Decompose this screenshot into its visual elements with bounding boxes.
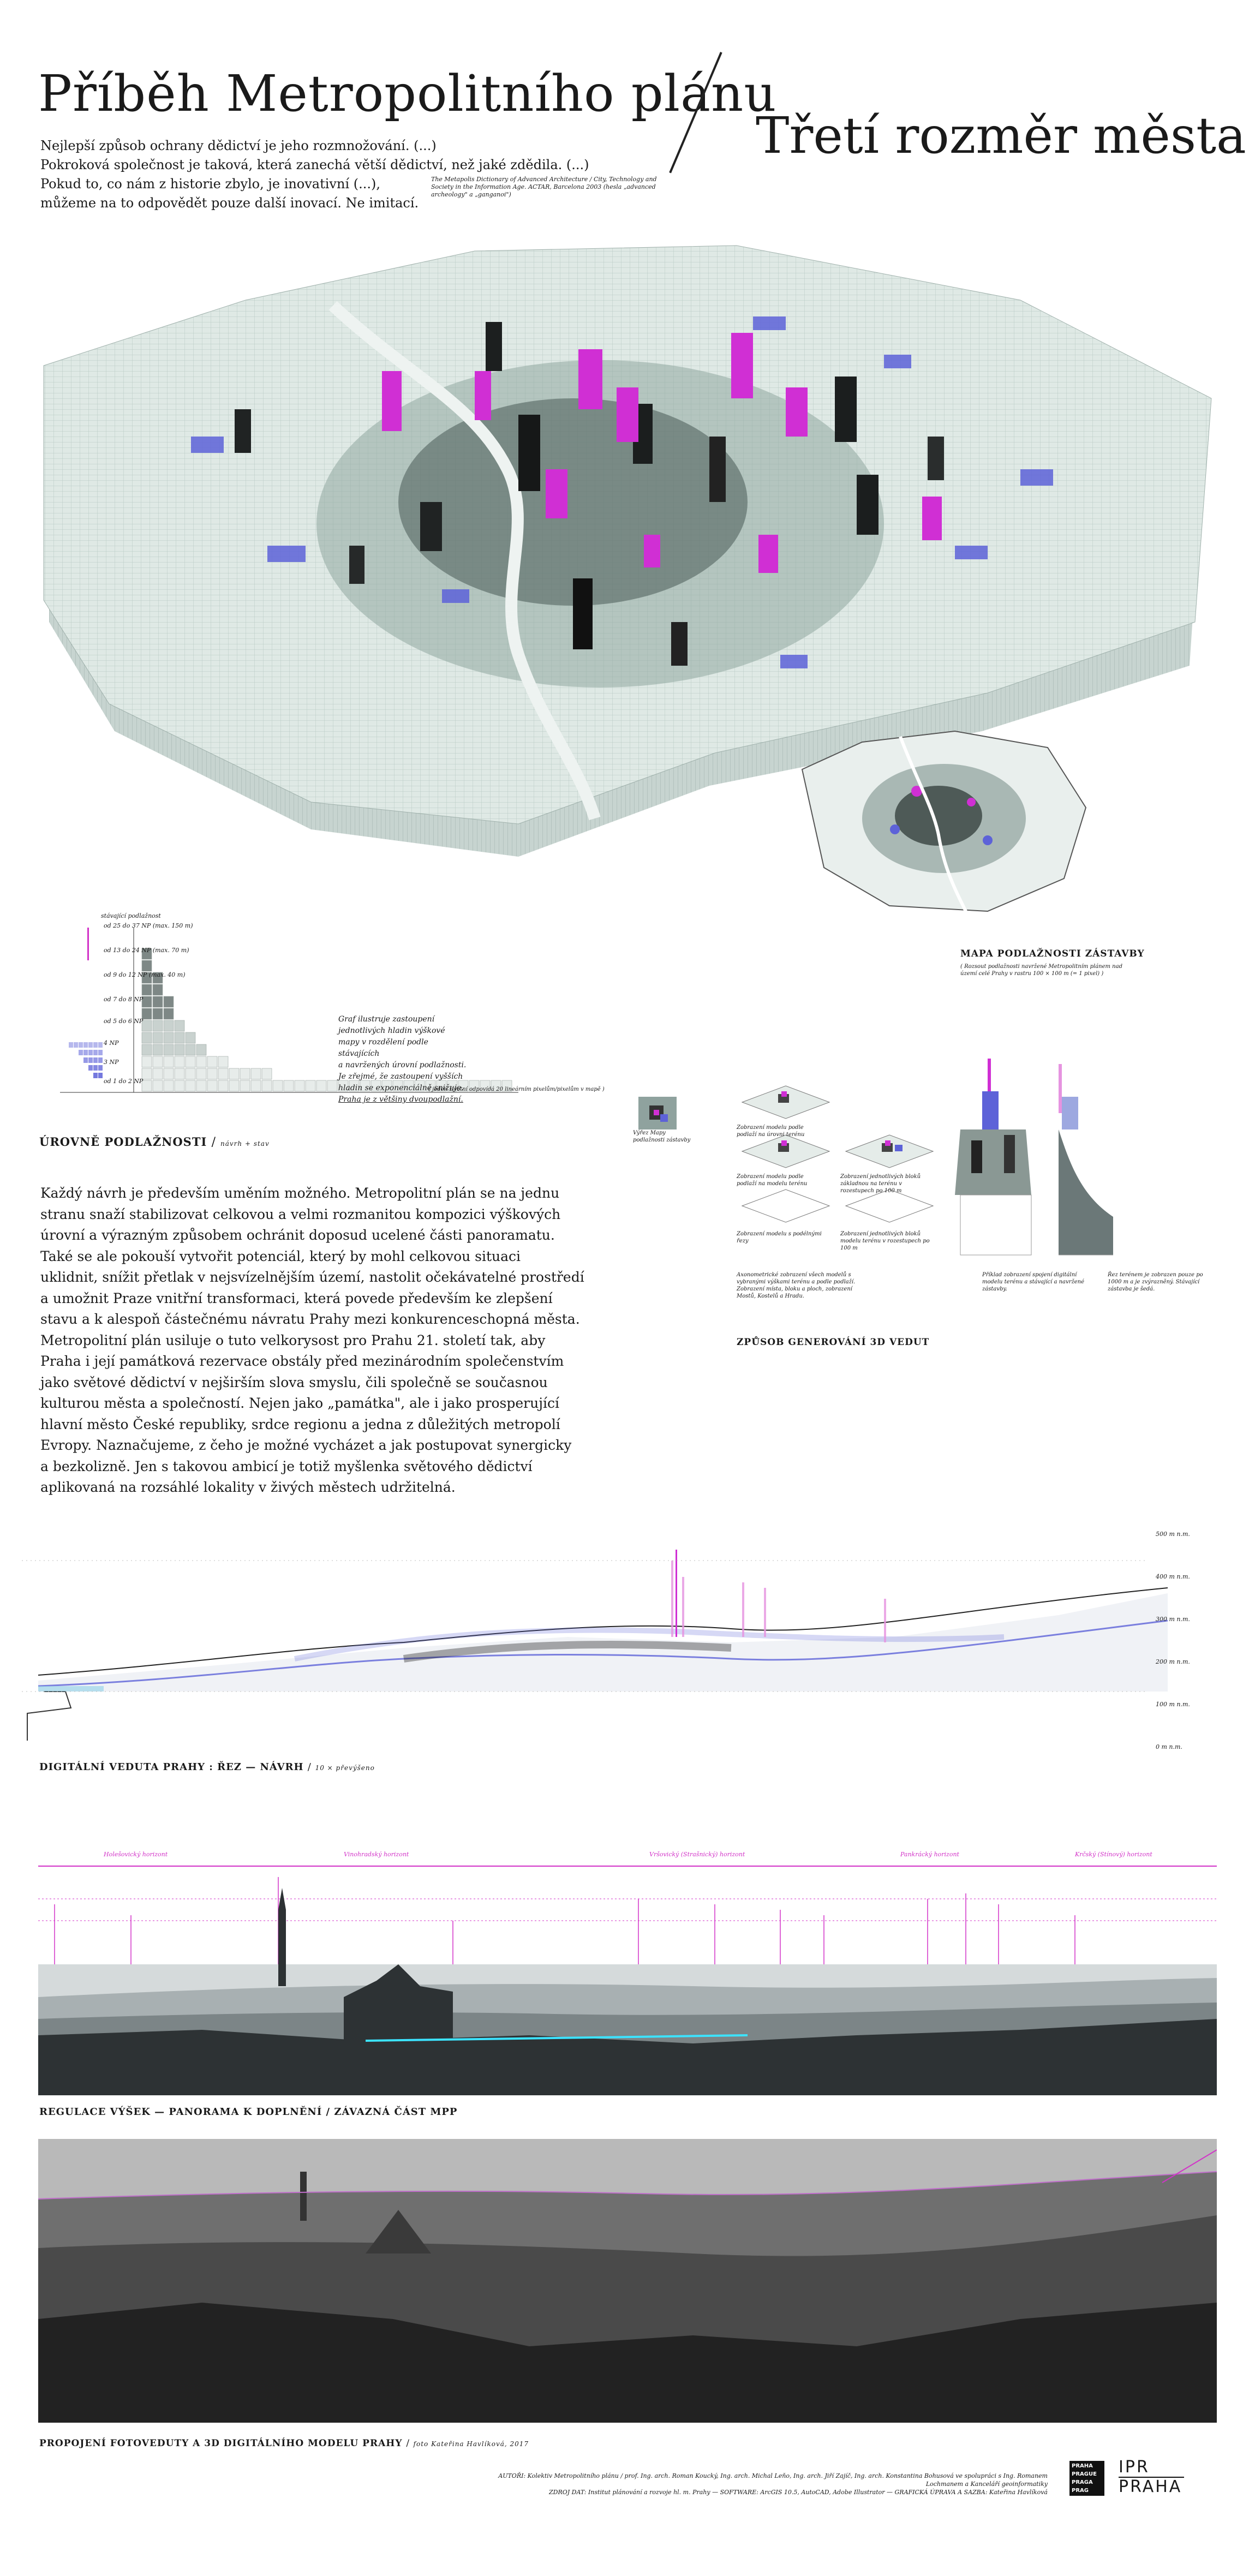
method-caption: Příklad zobrazení spojení digitální modelu terénu a stávající a navržené zástavby. (982, 1272, 1084, 1292)
levels-cell (98, 1057, 103, 1063)
level-label: od 9 do 12 NP (max. 40 m) (104, 971, 186, 978)
levels-label-sub: návrh + stav (220, 1140, 270, 1147)
levels-cell (69, 1042, 73, 1048)
levels-label: ÚROVNĚ PODLAŽNOSTI / návrh + stav (39, 1135, 270, 1149)
photo-label: PROPOJENÍ FOTOVEDUTY A 3D DIGITÁLNÍHO MODELU PRAHY / foto Kateřina Havlíková, 2017 (39, 2438, 529, 2449)
method-caption: Řez terénem je zobrazen pouze po 1000 m a je zvýrazněný. Stávající zástavba je šedá. (1108, 1272, 1203, 1292)
levels-cell (142, 996, 152, 1007)
body-line: Metropolitní plán usiluje o tuto velkorysost pro Prahu 21. století tak, aby (40, 1332, 546, 1348)
horizon-label: Krčský (Stínový) horizont (1075, 1851, 1152, 1858)
levels-cell (186, 1056, 195, 1067)
levels-cell (153, 1080, 163, 1091)
note-line: Je zřejmé, že zastoupení vyšších (338, 1072, 463, 1081)
level-label: od 5 do 6 NP (104, 1018, 144, 1025)
levels-cell (196, 1068, 206, 1079)
levels-cell (153, 1020, 163, 1031)
levels-cell (295, 1080, 304, 1091)
veduta-label-sub: 10 × převýšeno (315, 1764, 375, 1772)
levels-cell (284, 1080, 294, 1091)
levels-cell (153, 996, 163, 1007)
note-line: Graf ilustruje zastoupení (338, 1015, 435, 1024)
horizon-label: Holešovický horizont (104, 1851, 168, 1858)
praha-logo-line: PRAG (1072, 2488, 1089, 2494)
levels-cell (142, 1008, 152, 1019)
intro-line: Pokud to, co nám z historie zbylo, je inovativní (...), (40, 176, 380, 192)
levels-cell (175, 1068, 184, 1079)
axis-tick: 400 m n.m. (1156, 1573, 1190, 1580)
levels-cell (196, 1080, 206, 1091)
photo-label-text: PROPOJENÍ FOTOVEDUTY A 3D DIGITÁLNÍHO MODELU PRAHY (39, 2438, 403, 2449)
levels-cell (262, 1068, 272, 1079)
method-pixel-crop (638, 1097, 677, 1129)
axis-tick: 500 m n.m. (1156, 1531, 1190, 1538)
veduta-label: DIGITÁLNÍ VEDUTA PRAHY : ŘEZ — NÁVRH / 10 × převýšeno (39, 1761, 375, 1773)
levels-cell (316, 1080, 326, 1091)
levels-cell (273, 1080, 283, 1091)
body-line: Praha i její památková rezervace obstály před mezinárodním společenstvím (40, 1353, 564, 1369)
method-diagrams (633, 1053, 1190, 1337)
axis-tick: 100 m n.m. (1156, 1701, 1190, 1708)
levels-cell (218, 1080, 228, 1091)
intro-line: můžeme na to odpovědět pouze další inovací. Ne imitací. (40, 195, 419, 211)
body-line: aplikovaná na rozsáhlé lokality v živých městech udržitelná. (40, 1479, 456, 1495)
levels-label-text: ÚROVNĚ PODLAŽNOSTI (39, 1135, 207, 1149)
density-map-caption: ( Rozsout podlažnosti navržené Metropolitním plánem nad území celé Prahy v rastru 100 × 100 m (= 1 pixel) ) (960, 964, 1122, 977)
levels-cell (164, 1080, 174, 1091)
levels-cell (83, 1050, 88, 1055)
page-title-right: Třetí rozměr města (756, 106, 1246, 165)
levels-cell (98, 1042, 103, 1048)
method-caption: Zobrazení modelu podle podlaží na modelu terénu (737, 1174, 808, 1187)
photo-panorama (38, 2139, 1217, 2423)
note-line: a navržených úrovní podlažnosti. (338, 1061, 467, 1069)
levels-cell (251, 1068, 261, 1079)
intro-quote (40, 136, 722, 213)
body-line: úrovní a výrazným způsobem ochránit doposud ucelené části panoramatu. (40, 1227, 555, 1243)
ipr-logo-top: IPR (1119, 2458, 1150, 2477)
praha-logo (1069, 2461, 1104, 2496)
praha-logo-line: PRAGA (1072, 2479, 1093, 2485)
levels-cell (153, 1008, 163, 1019)
intro-source: The Metapolis Dictionary of Advanced Architecture / City, Technology and Society in the Information Age. ACTAR, Barcelona 2003 (hesla „advanced archeology" a „ganganoi") (431, 176, 657, 198)
note-line: jednotlivých hladin výškové (338, 1026, 445, 1035)
levels-cell (164, 1056, 174, 1067)
body-line: stranu snaží stabilizovat celkovou a velmi rozmanitou kompozici výškových (40, 1206, 561, 1222)
intro-line: Nejlepší způsob ochrany dědictví je jeho rozmnožování. (...) (40, 138, 437, 153)
levels-cell (175, 1080, 184, 1091)
method-caption: Zobrazení modelu s podélnými řezy (737, 1231, 822, 1244)
levels-cell (88, 1042, 93, 1048)
levels-cell (164, 996, 174, 1007)
levels-cell (240, 1068, 250, 1079)
levels-cell (207, 1080, 217, 1091)
method-caption: Axonometrické zobrazení všech modelů s vybranými výškami terénu a podle podlaží. Zobrazení místa, bloku a ploch, zobrazení Mostů, Kostelů a Hradu. (737, 1272, 856, 1299)
note-line: hladin se exponenciálně snižuje. (338, 1084, 464, 1092)
levels-cell (142, 1068, 152, 1079)
method-caption: Výřez Mapy podlažnosti zástavby (633, 1130, 691, 1143)
levels-cell (74, 1042, 78, 1048)
levels-cell (98, 1065, 103, 1071)
levels-cell (142, 1056, 152, 1067)
levels-cell (207, 1056, 217, 1067)
body-line: Také se ale pokouší vytvořit potenciál, který by mohl celkovou situaci (40, 1248, 521, 1264)
axis-tick: 300 m n.m. (1156, 1616, 1190, 1623)
levels-cell (98, 1073, 103, 1078)
levels-cell (175, 1044, 184, 1055)
regulation-panorama (38, 1855, 1217, 2095)
levels-cell (153, 1044, 163, 1055)
levels-cell (218, 1056, 228, 1067)
method-caption: Zobrazení jednotlivých bloků modelu terénu v rozestupech po 100 m (840, 1231, 930, 1251)
credits-line: ZDROJ DAT: Institut plánování a rozvoje hl. m. Prahy — SOFTWARE: ArcGIS 10.5, AutoCAD, Adobe Illustrator — GRAFICKÁ ÚPRAVA A SAZBA: Kateřina Havlíková (548, 2489, 1048, 2496)
axis-tick: 200 m n.m. (1156, 1658, 1190, 1665)
levels-cell (142, 1032, 152, 1043)
levels-cell (164, 1068, 174, 1079)
levels-cell (83, 1057, 88, 1063)
levels-cell (186, 1080, 195, 1091)
credits (469, 2472, 1048, 2496)
levels-cell (98, 1050, 103, 1055)
levels-cell (186, 1044, 195, 1055)
levels-cell (262, 1080, 272, 1091)
levels-y-title: stávající podlažnost (101, 912, 161, 919)
method-section-curve (1059, 1064, 1113, 1255)
levels-caption: ( jeden životní odpovídá 20 lineárním pixelům/pixelům v mapě ) (428, 1086, 605, 1092)
method-section-model (955, 1059, 1031, 1255)
horizon-label: Pankrácký horizont (900, 1851, 959, 1858)
levels-cell (79, 1050, 83, 1055)
level-label: 3 NP (104, 1059, 119, 1066)
body-line: jako světové dědictví v nejširším slova smyslu, čili společně se současnou (40, 1374, 548, 1390)
body-line: Evropy. Naznačujeme, z čeho je možné vycházet a jak postupovat synergicky (40, 1437, 572, 1453)
horizon-label: Vršovický (Strašnický) horizont (649, 1851, 745, 1858)
page-title-left: Příběh Metropolitního plánu (38, 64, 777, 123)
levels-cell (196, 1056, 206, 1067)
method-caption: Zobrazení modelu podle podlaží na úrovni terénu (737, 1125, 805, 1138)
levels-cell (175, 1056, 184, 1067)
levels-cell (229, 1080, 239, 1091)
levels-cell (79, 1042, 83, 1048)
body-text (40, 1183, 586, 1498)
levels-cell (207, 1068, 217, 1079)
ipr-logo (1119, 2458, 1184, 2496)
body-line: kulturou města a společností. Nejen jako „památka", ale i jako prosperující (40, 1395, 559, 1411)
level-label: 4 NP (104, 1039, 119, 1047)
levels-cell (229, 1068, 239, 1079)
method-caption: Zobrazení jednotlivých bloků základnou na terénu v rozestupech po 100 m (840, 1174, 921, 1194)
levels-cell (93, 1042, 98, 1048)
levels-cell (218, 1068, 228, 1079)
density-map-label: MAPA PODLAŽNOSTI ZÁSTAVBY (960, 948, 1145, 959)
levels-cell (196, 1044, 206, 1055)
levels-cell (142, 1044, 152, 1055)
body-line: uklidnit, snížit přetlak v nejsvízelnějším území, nastolit očekávatelné prostředí (40, 1269, 584, 1285)
levels-cell (175, 1020, 184, 1031)
levels-pink-bar (87, 928, 89, 960)
levels-cell (83, 1042, 88, 1048)
horizon-label: Vinohradský horizont (344, 1851, 409, 1858)
method-label: ZPŮSOB GENEROVÁNÍ 3D VEDUT (737, 1337, 930, 1348)
level-label: od 1 do 2 NP (104, 1078, 144, 1085)
levels-cell (164, 1020, 174, 1031)
levels-cell (153, 1068, 163, 1079)
note-line: Praha je z většiny dvoupodlažní. (338, 1095, 463, 1104)
praha-logo-line: PRAHA (1072, 2463, 1093, 2469)
levels-cell (142, 1020, 152, 1031)
levels-cell (186, 1032, 195, 1043)
levels-cell (327, 1080, 337, 1091)
veduta-label-text: DIGITÁLNÍ VEDUTA PRAHY : ŘEZ — NÁVRH (39, 1761, 304, 1773)
ipr-logo-bottom: PRAHA (1119, 2477, 1182, 2496)
levels-cell (175, 1032, 184, 1043)
method-iso-plates (742, 1086, 933, 1222)
levels-cell (93, 1050, 98, 1055)
note-line: mapy v rozdělení podle stávajících (338, 1038, 428, 1058)
photo-label-sub: foto Kateřina Havlíková, 2017 (413, 2440, 529, 2448)
levels-cell (164, 1032, 174, 1043)
density-map-plan (791, 726, 1097, 922)
levels-cell (88, 1050, 93, 1055)
levels-cell (240, 1080, 250, 1091)
levels-cell (153, 1032, 163, 1043)
regulation-label: REGULACE VÝŠEK — PANORAMA K DOPLNĚNÍ / ZÁVAZNÁ ČÁST MPP (39, 2106, 458, 2118)
axis-tick: 0 m n.m. (1156, 1743, 1182, 1750)
levels-cell (306, 1080, 315, 1091)
levels-cell (93, 1073, 98, 1078)
level-label: od 13 do 24 NP (max. 70 m) (104, 947, 189, 954)
levels-cell (142, 984, 152, 995)
levels-cell (142, 960, 152, 971)
levels-cell (88, 1065, 93, 1071)
body-line: hlavní město České republiky, srdce regionu a jedna z důležitých metropolí (40, 1416, 560, 1432)
level-label: od 7 do 8 NP (104, 996, 144, 1003)
levels-cell (93, 1065, 98, 1071)
intro-line: Pokroková společnost je taková, která zanechá větší dědictví, než jaké zdědila. (...) (40, 157, 589, 172)
levels-cell (153, 984, 163, 995)
levels-cell (251, 1080, 261, 1091)
veduta-section (22, 1528, 1233, 1779)
levels-cell (88, 1057, 93, 1063)
body-line: stavu a k alespoň částečnému návratu Prahy mezi konkurenceschopná města. (40, 1311, 580, 1327)
levels-cell (164, 1044, 174, 1055)
credits-line: AUTOŘI: Kolektiv Metropolitního plánu / prof. Ing. arch. Roman Koucký, Ing. arch. Michal Leňo, Ing. arch. Jiří Zajíč, Ing. arch. Konstantina Bohusová ve spolupráci s Ing. Romanem Lochmanem a Kanceláří geoinformatiky (498, 2472, 1048, 2488)
levels-cell (153, 1056, 163, 1067)
levels-cell (93, 1057, 98, 1063)
levels-cell (142, 1080, 152, 1091)
body-line: a bezkolizně. Jen s takovou ambicí je totiž myšlenka světového dědictví (40, 1458, 533, 1474)
praha-logo-line: PRAGUE (1072, 2471, 1097, 2477)
body-line: Každý návrh je především uměním možného. Metropolitní plán se na jednu (40, 1185, 560, 1201)
level-label: od 25 do 37 NP (max. 150 m) (104, 922, 193, 929)
levels-cell (186, 1068, 195, 1079)
levels-cell (164, 1008, 174, 1019)
body-line: a umožnit Praze vnitřní transformaci, která povede především ke zlepšení (40, 1290, 553, 1306)
